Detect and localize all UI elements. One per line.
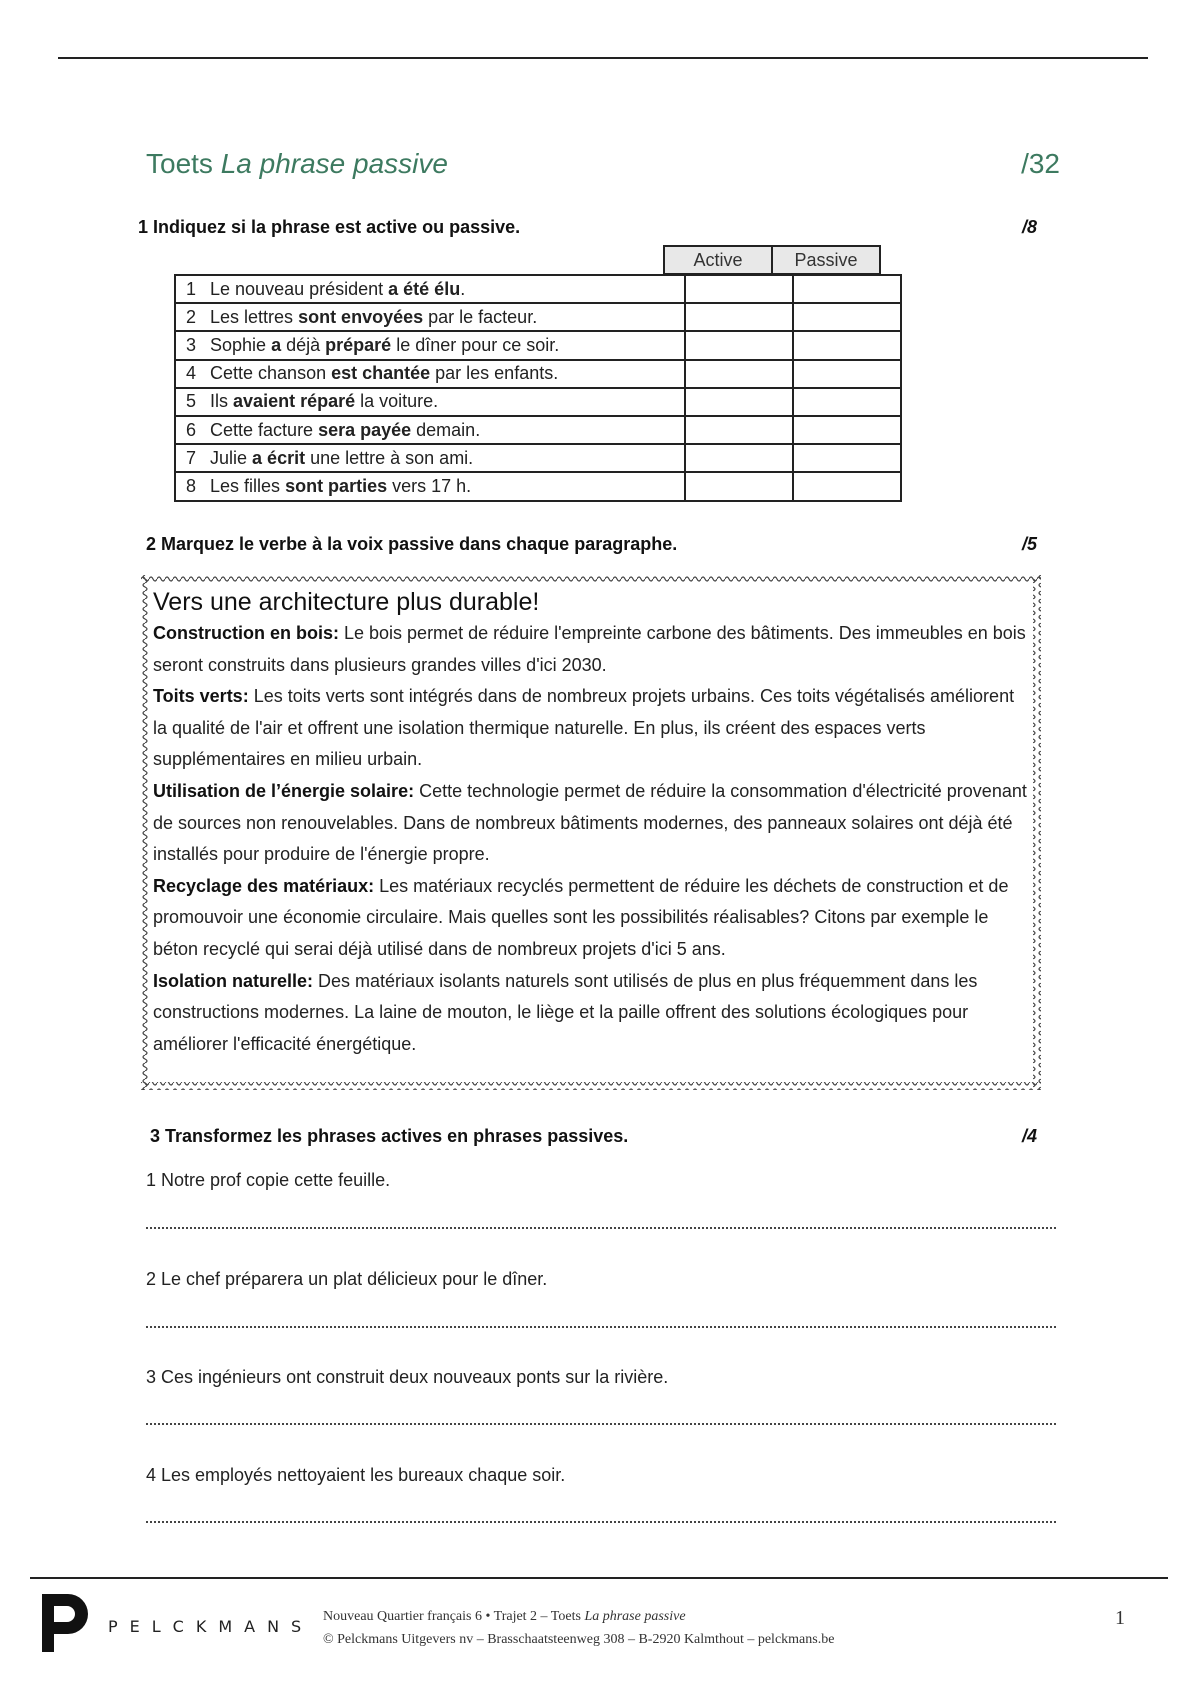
paragraph: Isolation naturelle: Des matériaux isolants naturels sont utilisés de plus en plus fréquemment dans les constructions modernes. La laine de mouton, le liège et la paille offrent des solutions écologiques pour améliorer l'efficacité énergétique.: [153, 970, 978, 1054]
row-sentence: Cette chanson est chantée par les enfants.: [196, 360, 685, 388]
q3-heading: 3 Transformez les phrases actives en phrases passives.: [150, 1126, 629, 1146]
bottom-rule: [30, 1577, 1168, 1579]
footer-line-2: © Pelckmans Uitgevers nv – Brasschaatsteenweg 308 – B-2920 Kalmthout – pelckmans.be: [323, 1632, 835, 1647]
paragraph: Toits verts: Les toits verts sont intégrés dans de nombreux projets urbains. Ces toits végétalisés améliorent la qualité de l'air et offrent une isolation thermique naturelle. En plus, ils créent des espaces verts supplémentaires en milieu urbain.: [153, 686, 1015, 770]
active-checkbox[interactable]: [685, 444, 793, 472]
active-checkbox[interactable]: [685, 472, 793, 500]
answer-line[interactable]: [146, 1326, 1056, 1328]
row-sentence: Julie a écrit une lettre à son ami.: [196, 444, 685, 472]
active-checkbox[interactable]: [685, 275, 793, 303]
page-number: 1: [1115, 1607, 1125, 1629]
passive-checkbox[interactable]: [793, 416, 901, 444]
passive-checkbox[interactable]: [793, 444, 901, 472]
row-number: 8: [175, 472, 196, 500]
page-title-italic: La phrase passive: [220, 148, 448, 179]
answer-line[interactable]: [146, 1227, 1056, 1229]
row-sentence: Sophie a déjà préparé le dîner pour ce soir.: [196, 331, 685, 359]
row-sentence: Les filles sont parties vers 17 h.: [196, 472, 685, 500]
table-row: [175, 331, 901, 359]
active-checkbox[interactable]: [685, 303, 793, 331]
paragraph: Utilisation de l’énergie solaire: Cette technologie permet de réduire la consommation d'électricité provenant de sources non renouvelables. Dans de nombreux bâtiments modernes, des panneaux solaires ont déjà été installés pour produire de l'énergie propre.: [153, 780, 1027, 865]
total-score: /32: [1021, 148, 1060, 179]
passive-checkbox[interactable]: [793, 472, 901, 500]
table-row: [175, 360, 901, 388]
passive-checkbox[interactable]: [793, 303, 901, 331]
col-passive: Passive: [772, 246, 880, 274]
answer-line[interactable]: [146, 1521, 1056, 1523]
article-title: Vers une architecture plus durable!: [153, 588, 540, 616]
passive-checkbox[interactable]: [793, 388, 901, 416]
row-sentence: Le nouveau président a été élu.: [196, 275, 685, 303]
q2-heading: 2 Marquez le verbe à la voix passive dans chaque paragraphe.: [146, 534, 678, 554]
active-checkbox[interactable]: [685, 331, 793, 359]
active-checkbox[interactable]: [685, 388, 793, 416]
exercise-sentence: 1 Notre prof copie cette feuille.: [146, 1170, 391, 1190]
table-row: [175, 416, 901, 444]
brand-name: PELCKMANS: [108, 1617, 314, 1636]
row-number: 4: [175, 360, 196, 388]
answer-line[interactable]: [146, 1423, 1056, 1425]
table-row: [175, 275, 901, 303]
table-row: [175, 472, 901, 500]
exercise-sentence: 2 Le chef préparera un plat délicieux pour le dîner.: [146, 1269, 548, 1289]
active-checkbox[interactable]: [685, 360, 793, 388]
col-active: Active: [664, 246, 772, 274]
row-sentence: Les lettres sont envoyées par le facteur.: [196, 303, 685, 331]
passive-checkbox[interactable]: [793, 275, 901, 303]
q2-score: /5: [1022, 534, 1038, 554]
paragraph: Recyclage des matériaux: Les matériaux recyclés permettent de réduire les déchets de construction et de promouvoir une économie circulaire. Mais quelles sont les possibilités réalisables? Citons par exemple le béton recyclé qui serai déjà utilisé dans de nombreux projets d'ici 5 ans.: [153, 875, 1009, 959]
answer-table-header: [663, 245, 881, 275]
top-rule: [58, 57, 1148, 59]
paragraph: Construction en bois: Le bois permet de réduire l'empreinte carbone des bâtiments. Des immeubles en bois seront construits dans plusieurs grandes villes d'ici 2030.: [153, 623, 1026, 675]
answer-table: [174, 274, 902, 502]
row-number: 5: [175, 388, 196, 416]
article-text: [153, 585, 1033, 1060]
exercise-sentence: 4 Les employés nettoyaient les bureaux chaque soir.: [146, 1465, 566, 1485]
row-number: 2: [175, 303, 196, 331]
footer-line-1: Nouveau Quartier français 6 • Trajet 2 – Toets La phrase passive: [323, 1609, 686, 1624]
active-checkbox[interactable]: [685, 416, 793, 444]
row-number: 3: [175, 331, 196, 359]
row-number: 1: [175, 275, 196, 303]
exercise-sentence: 3 Ces ingénieurs ont construit deux nouveaux ponts sur la rivière.: [146, 1367, 669, 1387]
row-number: 7: [175, 444, 196, 472]
table-row: [175, 388, 901, 416]
row-sentence: Ils avaient réparé la voiture.: [196, 388, 685, 416]
page-title: Toets La phrase passive: [146, 148, 448, 179]
pelckmans-logo-icon: [40, 1592, 92, 1654]
q3-score: /4: [1022, 1126, 1038, 1146]
table-row: [175, 303, 901, 331]
row-sentence: Cette facture sera payée demain.: [196, 416, 685, 444]
row-number: 6: [175, 416, 196, 444]
passive-checkbox[interactable]: [793, 331, 901, 359]
q1-score: /8: [1022, 217, 1038, 237]
q1-heading: 1 Indiquez si la phrase est active ou passive.: [138, 217, 521, 237]
table-row: [175, 444, 901, 472]
passive-checkbox[interactable]: [793, 360, 901, 388]
